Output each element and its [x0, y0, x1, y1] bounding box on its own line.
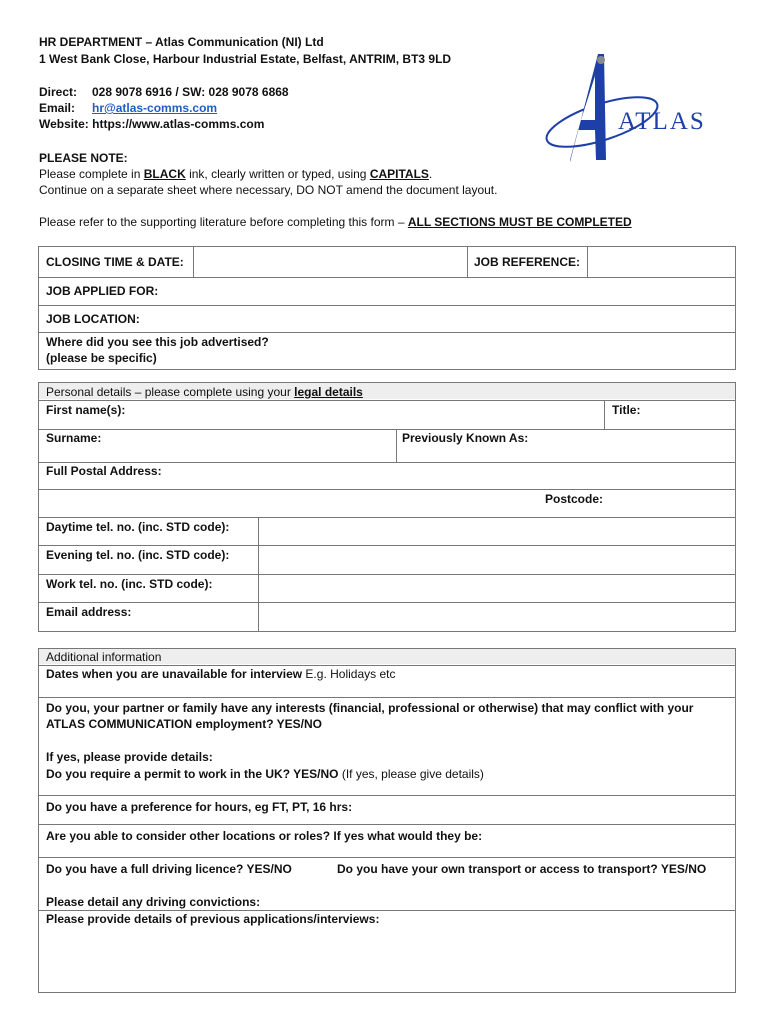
divider	[38, 545, 736, 546]
note-line-3-a: Please refer to the supporting literature before completing this form –	[39, 215, 408, 229]
divider	[38, 574, 736, 575]
note-line-2: Continue on a separate sheet where necessary, DO NOT amend the document layout.	[39, 183, 498, 197]
address-line: 1 West Bank Close, Harbour Industrial Estate, Belfast, ANTRIM, BT3 9LD	[39, 52, 452, 66]
divider	[38, 400, 736, 401]
advert-label-1: Where did you see this job advertised?	[46, 335, 269, 349]
previous-applications-label: Please provide details of previous applications/interviews:	[46, 912, 380, 926]
note-line-1-c: ink, clearly written or typed, using	[185, 167, 370, 181]
closing-input[interactable]	[194, 247, 466, 276]
locations-label: Are you able to consider other locations or roles? If yes what would they be:	[46, 829, 483, 843]
email-link[interactable]: hr@atlas-comms.com	[92, 101, 218, 115]
postcode-label: Postcode:	[545, 492, 604, 506]
surname-label: Surname:	[46, 431, 102, 445]
divider	[38, 277, 736, 278]
divider	[396, 429, 397, 462]
note-line-1-a: Please complete in	[39, 167, 144, 181]
divider	[38, 517, 736, 518]
permit-line	[46, 766, 484, 782]
legal-details: legal details	[294, 385, 363, 399]
email-line	[39, 100, 217, 116]
previously-known-label: Previously Known As:	[402, 431, 529, 445]
divider	[467, 246, 468, 277]
reference-label: JOB REFERENCE:	[474, 255, 581, 269]
note-capitals: CAPITALS	[369, 167, 429, 181]
personal-heading-a: Personal details – please complete using your	[46, 385, 295, 399]
unavailable-label: Dates when you are unavailable for interview	[46, 667, 303, 681]
unavailable-hint: E.g. Holidays etc	[302, 667, 396, 681]
transport-label: Do you have your own transport or access to transport? YES/NO	[337, 862, 707, 876]
reference-input[interactable]	[588, 247, 735, 276]
email-label: Email:	[39, 101, 76, 115]
note-line-1	[39, 166, 432, 182]
details-label: If yes, please provide details:	[46, 750, 213, 764]
daytime-tel-label: Daytime tel. no. (inc. STD code):	[46, 520, 230, 534]
note-all-sections: ALL SECTIONS MUST BE COMPLETED	[407, 215, 632, 229]
divider	[38, 602, 736, 603]
closing-label: CLOSING TIME & DATE:	[46, 255, 184, 269]
convictions-label: Please detail any driving convictions:	[46, 895, 261, 909]
applied-for-label: JOB APPLIED FOR:	[46, 284, 159, 298]
conflict-line-2: ATLAS COMMUNICATION employment? YES/NO	[46, 717, 323, 731]
conflict-line-1: Do you, your partner or family have any interests (financial, professional or otherwise) that may conflict with your	[46, 701, 694, 715]
divider	[38, 332, 736, 333]
website-value[interactable]: https://www.atlas-comms.com	[92, 117, 265, 131]
atlas-logo	[540, 50, 740, 165]
additional-heading: Additional information	[46, 650, 162, 664]
website-label: Website:	[39, 117, 89, 131]
note-line-3	[39, 214, 632, 230]
evening-tel-label: Evening tel. no. (inc. STD code):	[46, 548, 230, 562]
divider	[38, 824, 736, 825]
location-label: JOB LOCATION:	[46, 312, 140, 326]
note-title: PLEASE NOTE:	[39, 151, 128, 165]
direct-line	[39, 84, 289, 100]
email-address-label: Email address:	[46, 605, 132, 619]
divider	[38, 697, 736, 698]
title-label: Title:	[612, 403, 641, 417]
first-names-label: First name(s):	[46, 403, 126, 417]
note-black: BLACK	[143, 167, 186, 181]
permit-label: Do you require a permit to work in the UK? YES/NO	[46, 767, 339, 781]
hours-label: Do you have a preference for hours, eg FT, PT, 16 hrs:	[46, 800, 353, 814]
direct-value: 028 9078 6916 / SW: 028 9078 6868	[92, 85, 289, 99]
personal-heading	[46, 384, 363, 400]
divider	[38, 489, 736, 490]
work-tel-label: Work tel. no. (inc. STD code):	[46, 577, 213, 591]
divider	[38, 305, 736, 306]
website-line	[39, 116, 264, 132]
divider	[38, 857, 736, 858]
advert-label-2: (please be specific)	[46, 351, 157, 365]
dept-line: HR DEPARTMENT – Atlas Communication (NI) Ltd	[39, 35, 324, 49]
note-line-1-e: .	[428, 167, 433, 181]
direct-label: Direct:	[39, 85, 78, 99]
divider	[604, 400, 605, 429]
postal-address-label: Full Postal Address:	[46, 464, 162, 478]
licence-label: Do you have a full driving licence? YES/NO	[46, 862, 292, 876]
permit-hint: (If yes, please give details)	[338, 767, 484, 781]
unavailable-line	[46, 666, 395, 682]
personal-table	[38, 382, 736, 632]
divider	[38, 429, 736, 430]
divider	[38, 795, 736, 796]
logo-text: ATLAS	[618, 108, 706, 135]
